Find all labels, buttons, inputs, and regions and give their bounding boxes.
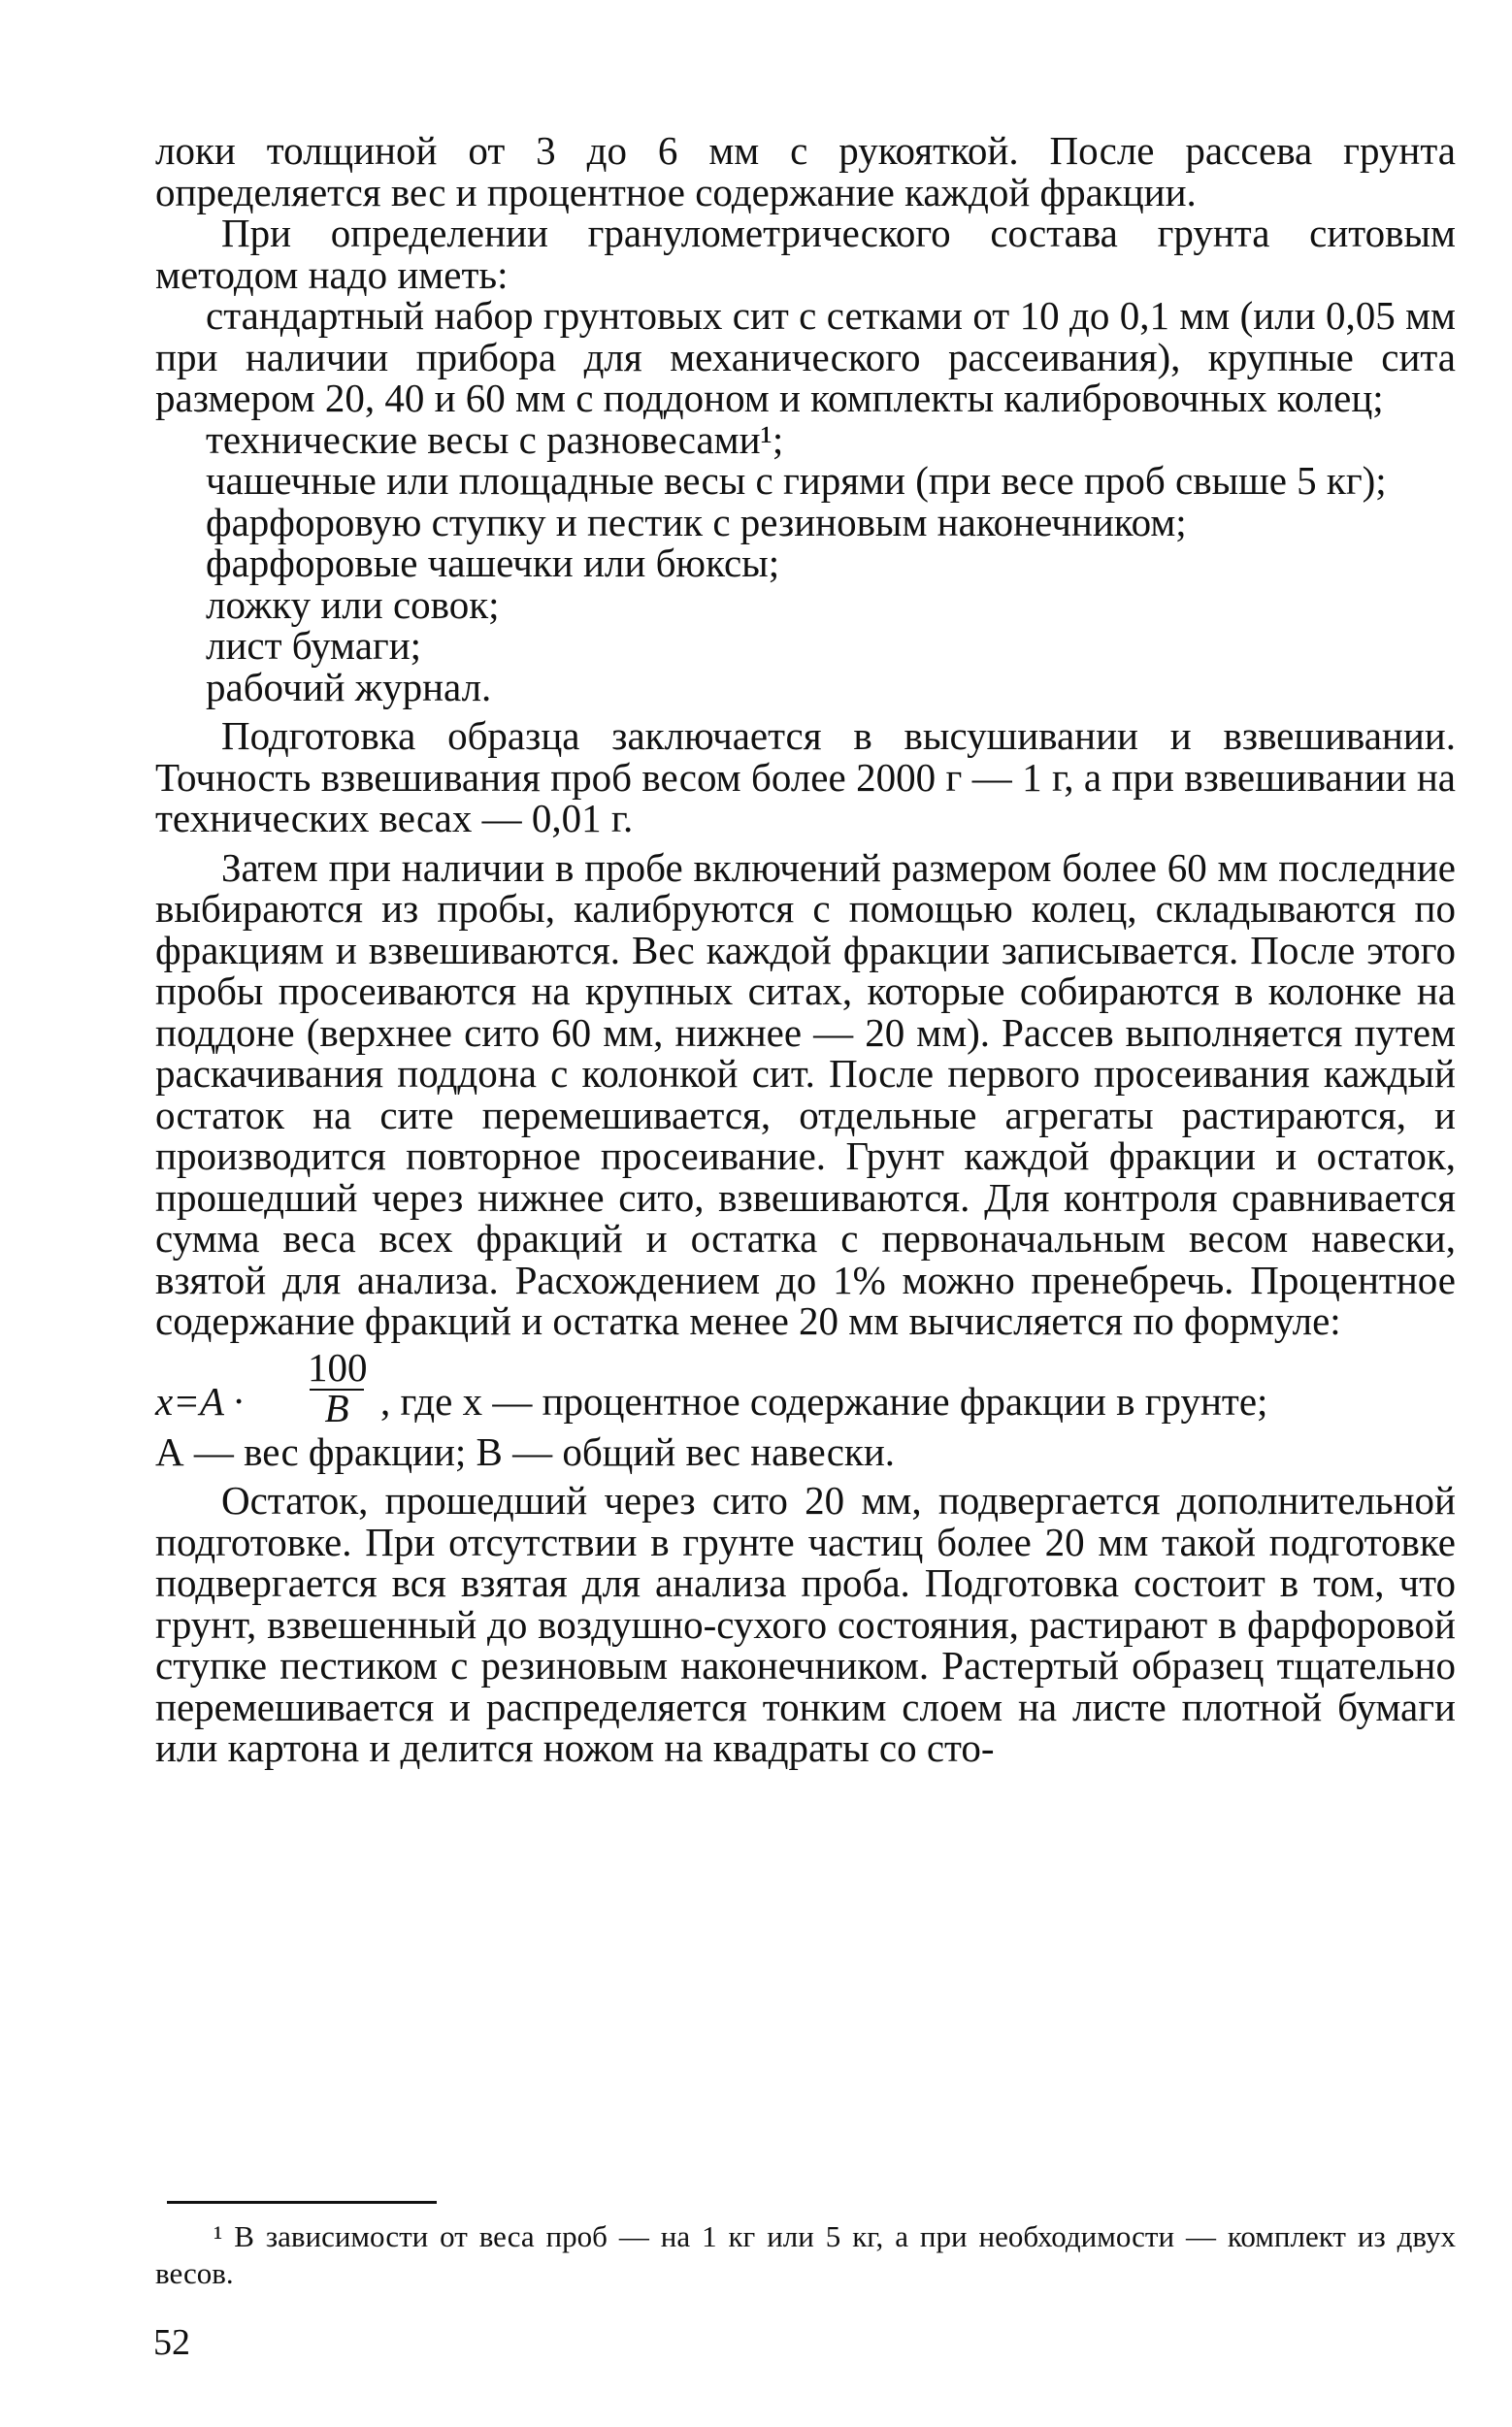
formula-rhs: , где x — процентное содержание фракции в грунте; — [380, 1378, 1268, 1424]
formula-lhs: x=A · — [155, 1378, 244, 1424]
paragraph: Подготовка образца заключается в высушивании и взвешивании. Точность взвешивания проб весом более 2000 г — 1 г, а при взвешивании на технических весах — 0,01 г. — [155, 713, 1456, 840]
formula-denominator: B — [324, 1385, 349, 1430]
formula — [155, 1344, 1456, 1431]
footnote-text: ¹ В зависимости от веса проб — на 1 кг или 5 кг, а при необходимости — комплект из двух весов. — [155, 2219, 1456, 2290]
paragraph: А — вес фракции; В — общий вес навески. — [155, 1428, 896, 1474]
list-item: лист бумаги; — [206, 623, 422, 668]
list-item: рабочий журнал. — [206, 664, 492, 709]
paragraph: При определении гранулометрического состава грунта ситовым методом надо иметь: — [155, 211, 1456, 297]
paragraph: Затем при наличии в пробе включений размером более 60 мм последние выбираются из пробы, калибруются с помощью колец, складываются по фракциям и взвешиваются. Вес каждой фракции записывается. После этого пробы просеиваются на крупных ситах, которые собираются в колонке на поддоне (верхнее сито 60 мм, нижнее — 20 мм). Рассев выполняется путем раскачивания поддона с колонкой сит. После первого просеивания каждый остаток на сите перемешивается, отдельные агрегаты растираются, и производится повторное просеивание. Грунт каждой фракции и остаток, прошедший через нижнее сито, взвешиваются. Для контроля сравнивается сумма веса всех фракций и остатка с первоначальным весом навески, взятой для анализа. Расхождением до 1% можно пренебречь. Процентное содержание фракций и остатка менее 20 мм вычисляется по формуле: — [155, 844, 1456, 1343]
list-item: технические весы с разновесами¹; — [206, 416, 784, 462]
page-number: 52 — [153, 2322, 190, 2363]
list-item: чашечные или площадные весы с гирями (при весе проб свыше 5 кг); — [206, 458, 1387, 503]
footnote-rule — [167, 2201, 437, 2204]
footnote — [155, 2218, 1456, 2292]
list-item: фарфоровую ступку и пестик с резиновым наконечником; — [206, 499, 1187, 544]
main-text — [155, 130, 1456, 1769]
formula-numerator: 100 — [308, 1344, 368, 1390]
formula-fraction — [308, 1344, 368, 1430]
list-item: фарфоровые чашечки или бюксы; — [206, 541, 780, 585]
paragraph: Остаток, прошедший через сито 20 мм, подвергается дополнительной подготовке. При отсутствии в грунте частиц более 20 мм такой подготовке подвергается вся взятая для анализа проба. Подготовка состоит в том, что грунт, взвешенный до воздушно-сухого состояния, растирают в фарфоровой ступке пестиком с резиновым наконечником. Растертый образец тщательно перемешивается и распределяется тонким слоем на листе плотной бумаги или картона и делится ножом на квадраты со сто- — [155, 1478, 1456, 1770]
list-item: ложку или совок; — [206, 581, 500, 627]
paragraph: локи толщиной от 3 до 6 мм с рукояткой. После рассева грунта определяется вес и процентное содержание каждой фракции. — [155, 128, 1456, 214]
list-item: стандартный набор грунтовых сит с сетками от 10 до 0,1 мм (или 0,05 мм при наличии прибора для механического рассеивания), крупные сита размером 20, 40 и 60 мм с поддоном и комплекты калибровочных колец; — [155, 293, 1456, 420]
